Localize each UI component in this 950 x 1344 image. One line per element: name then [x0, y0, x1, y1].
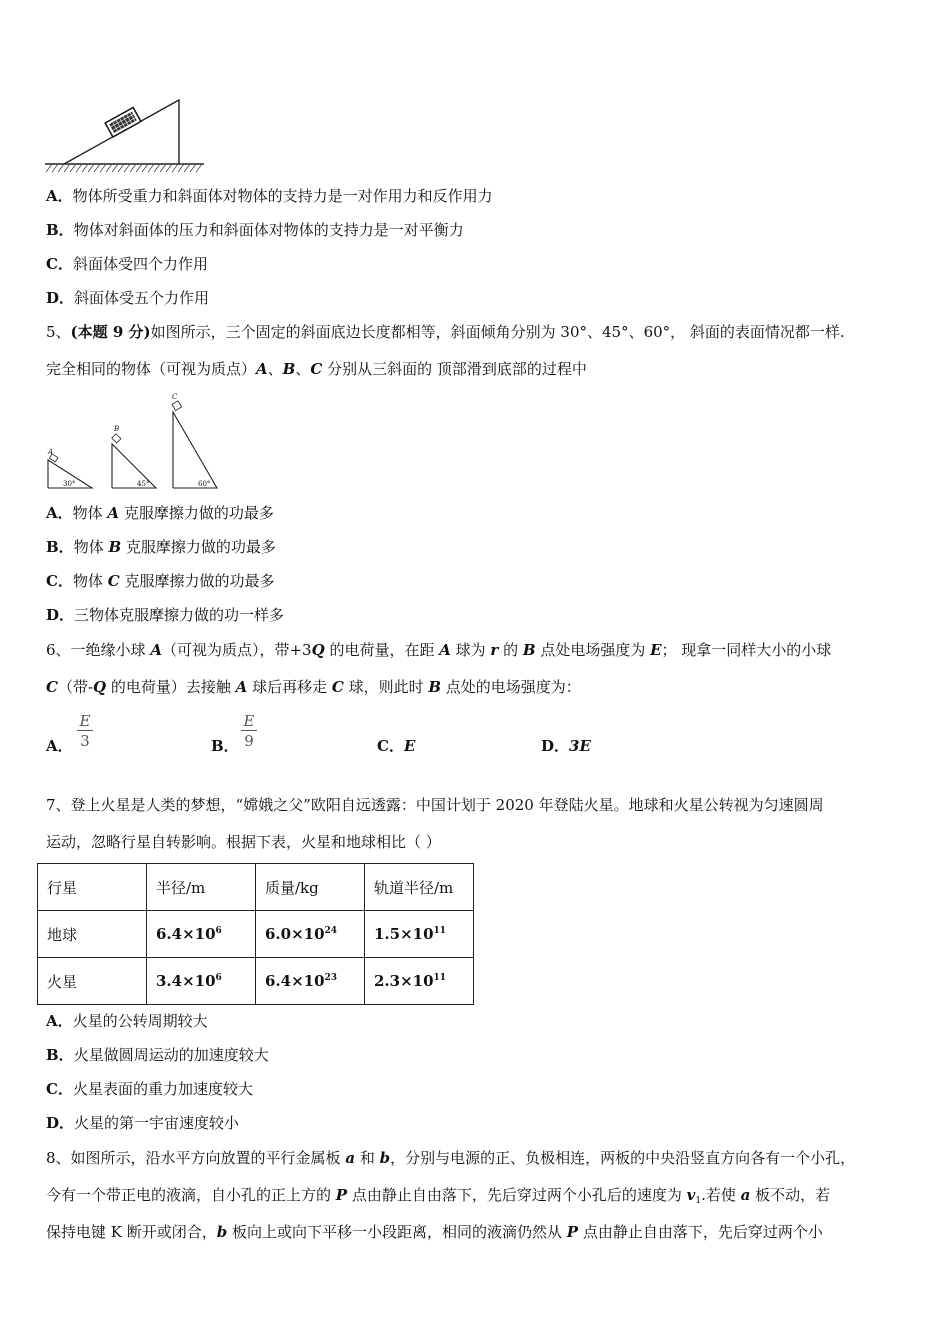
q8-stem-line1: 8、如图所示，沿水平方向放置的平行金属板 a 和 b，分别与电源的正、负极相连，两板的中央沿竖直方向各有一个小孔， — [46, 1149, 856, 1167]
q5-stem-line2: 完全相同的物体（可视为质点）A、B、C 分别从三斜面的 顶部滑到底部的过程中 — [46, 360, 587, 378]
incline-block-figure — [42, 92, 212, 182]
q5-option-d: D．三物体克服摩擦力做的功一样多 — [46, 606, 285, 624]
q7-stem-line2: 运动，忽略行星自转影响。根据下表，火星和地球相比（ ） — [46, 833, 441, 851]
q6-option-c: C．E — [377, 737, 416, 755]
q7-option-a: A．火星的公转周期较大 — [46, 1012, 208, 1030]
header-planet: 行星 — [38, 864, 147, 911]
header-mass: 质量/kg — [256, 864, 365, 911]
block-b-icon — [112, 434, 121, 443]
q6-option-a-fraction: $\frac{E}{3}$ — [77, 712, 93, 751]
incline-label-c: C — [172, 393, 178, 401]
q7-option-b: B．火星做圆周运动的加速度较大 — [46, 1046, 269, 1064]
table-header-row — [38, 864, 474, 911]
incline-angle-45: 45° — [137, 480, 150, 488]
incline-angle-60: 60° — [198, 480, 211, 488]
cell-radius: $3.4\times 10^6$ — [147, 958, 256, 1005]
q7-option-d: D．火星的第一宇宙速度较小 — [46, 1114, 240, 1132]
q4-option-c: C．斜面体受四个力作用 — [46, 255, 208, 273]
planet-data-table — [37, 863, 474, 1005]
table-row — [38, 958, 474, 1005]
incline-angle-30: 30° — [63, 480, 76, 488]
q8-stem-line2: 今有一个带正电的液滴，自小孔的正上方的 P 点由静止自由落下，先后穿过两个小孔后的速度为 $v_1$.若使 a 板不动，若 — [46, 1186, 831, 1206]
header-radius: 半径/m — [147, 864, 256, 911]
q5-option-b: B．物体 B 克服摩擦力做的功最多 — [46, 538, 276, 556]
cell-radius: $6.4\times 10^6$ — [147, 911, 256, 958]
q4-option-a: A．物体所受重力和斜面体对物体的支持力是一对作用力和反作用力 — [46, 187, 493, 205]
q6-option-b-letter: B． — [211, 737, 239, 755]
cell-mass: $6.4\times 10^{23}$ — [256, 958, 365, 1005]
incline-label-a: A — [48, 448, 54, 456]
three-inclines-figure — [42, 392, 232, 492]
q6-option-b-fraction: $\frac{E}{9}$ — [241, 712, 257, 751]
cell-name: 地球 — [38, 911, 147, 958]
q5-stem-line1: 5、(本题 9 分)如图所示，三个固定的斜面底边长度都相等，斜面倾角分别为 30°、45°、60°， 斜面的表面情况都一样. — [46, 323, 845, 341]
q4-option-d: D．斜面体受五个力作用 — [46, 289, 210, 307]
table-row — [38, 911, 474, 958]
q8-stem-line3: 保持电键 K 断开或闭合，b 板向上或向下平移一小段距离，相同的液滴仍然从 P 点由静止自由落下，先后穿过两个小 — [46, 1223, 823, 1241]
q5-option-a: A．物体 A 克服摩擦力做的功最多 — [46, 504, 274, 522]
q7-option-c: C．火星表面的重力加速度较大 — [46, 1080, 253, 1098]
header-orbit: 轨道半径/m — [365, 864, 474, 911]
cell-name: 火星 — [38, 958, 147, 1005]
cell-orbit: $1.5\times 10^{11}$ — [365, 911, 474, 958]
incline-label-b: B — [114, 425, 120, 433]
q4-option-b: B．物体对斜面体的压力和斜面体对物体的支持力是一对平衡力 — [46, 221, 464, 239]
q6-stem-line2: C（带-Q 的电荷量）去接触 A 球后再移走 C 球，则此时 B 点处的电场强度为： — [46, 678, 581, 696]
q7-stem-line1: 7、登上火星是人类的梦想，“嫦娥之父”欧阳自远透露：中国计划于 2020 年登陆火星。地球和火星公转视为匀速圆周 — [46, 796, 824, 814]
q6-stem-line1: 6、一绝缘小球 A（可视为质点），带+3Q 的电荷量，在距 A 球为 r 的 B 点处电场强度为 E； 现拿一同样大小的小球 — [46, 641, 832, 659]
cell-orbit: $2.3\times 10^{11}$ — [365, 958, 474, 1005]
q5-option-c: C．物体 C 克服摩擦力做的功最多 — [46, 572, 275, 590]
q6-option-a-letter: A． — [46, 737, 73, 755]
q6-option-d: D．3E — [541, 737, 591, 755]
cell-mass: $6.0\times 10^{24}$ — [256, 911, 365, 958]
block-c-icon — [172, 401, 182, 411]
